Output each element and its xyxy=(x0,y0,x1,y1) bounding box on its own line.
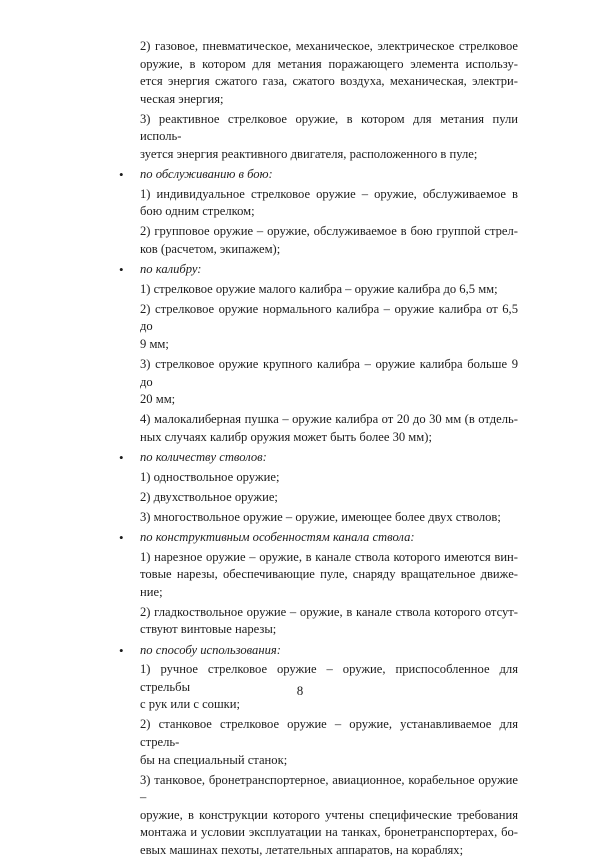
list-item-line: 20 мм; xyxy=(140,392,176,407)
list-item xyxy=(118,186,518,221)
list-item-line: зуется энергия реактивного двигателя, расположенного в пуле; xyxy=(140,147,478,162)
list-item-line: ется энергия сжатого газа, сжатого воздуха, механическая, электри- xyxy=(140,74,518,89)
list-item-line: монтажа и условии эксплуатации на танках, бронетранспортерах, бо- xyxy=(140,825,518,840)
list-item xyxy=(118,356,518,409)
section-heading-text: по калибру: xyxy=(140,262,202,277)
list-item xyxy=(118,223,518,258)
list-item-line: 3) многоствольное оружие – оружие, имеющее более двух стволов; xyxy=(140,509,501,524)
section-heading-text: по количеству стволов: xyxy=(140,450,267,465)
list-item-line: 3) танковое, бронетранспортерное, авиационное, корабельное оружие – xyxy=(140,772,518,805)
list-item-line: 3) реактивное стрелковое оружие, в котором для метания пули исполь- xyxy=(140,111,518,144)
section-heading-text: по обслуживанию в бою: xyxy=(140,167,273,182)
list-item xyxy=(118,772,518,860)
bullet-icon: • xyxy=(119,167,124,183)
section-heading-text: по конструктивным особенностям канала ствола: xyxy=(140,529,415,544)
list-item-line: ние; xyxy=(140,584,163,599)
page-number: 8 xyxy=(296,683,304,698)
section-heading-text: по способу использования: xyxy=(140,642,281,657)
list-item-line: ческая энергия; xyxy=(140,91,224,106)
list-item xyxy=(118,301,518,354)
list-item xyxy=(118,509,518,527)
list-item-line: бы на специальный станок; xyxy=(140,752,288,767)
list-item-line: 1) ручное стрелковое оружие – оружие, приспособленное для стрельбы xyxy=(140,662,518,694)
section-heading xyxy=(118,642,518,660)
bullet-icon: • xyxy=(119,262,124,278)
list-item xyxy=(118,489,518,507)
list-item xyxy=(118,111,518,164)
list-item xyxy=(118,716,518,769)
list-item-line: ствуют винтовые нарезы; xyxy=(140,622,277,637)
bullet-icon: • xyxy=(119,450,124,466)
section-heading xyxy=(118,529,518,547)
list-item-line: 4) малокалиберная пушка – оружие калибра от 20 до 30 мм (в отдель- xyxy=(140,412,518,427)
list-item xyxy=(118,549,518,602)
list-item-line: 2) стрелковое оружие нормального калибра – оружие калибра от 6,5 до xyxy=(140,301,518,334)
list-item-line: оружие, в котором для метания поражающего элемента использу- xyxy=(140,56,518,71)
list-item-line: 9 мм; xyxy=(140,337,169,351)
list-item-line: ков (расчетом, экипажем); xyxy=(140,242,281,257)
list-item xyxy=(118,281,518,299)
list-item-line: 1) нарезное оружие – оружие, в канале ствола которого имеются вин- xyxy=(140,549,518,564)
list-item-line: 2) групповое оружие – оружие, обслуживаемое в бою группой стрел- xyxy=(140,224,518,239)
bullet-icon: • xyxy=(119,529,124,545)
list-item-line: 2) гладкоствольное оружие – оружие, в канале ствола которого отсут- xyxy=(140,604,518,619)
section-heading xyxy=(118,166,518,184)
list-item-line: оружие, в конструкции которого учтены специфические требования xyxy=(140,807,518,822)
section-heading xyxy=(118,261,518,279)
list-item xyxy=(118,604,518,639)
list-item-line: 1) стрелковое оружие малого калибра – оружие калибра до 6,5 мм; xyxy=(140,281,498,296)
list-item-line: 2) двухствольное оружие; xyxy=(140,489,278,504)
list-item-line: евых машинах пехоты, летательных аппаратов, на кораблях; xyxy=(140,843,464,858)
list-item-line: 1) индивидуальное стрелковое оружие – оружие, обслуживаемое в xyxy=(140,186,518,201)
list-item xyxy=(118,38,518,108)
list-item-line: 2) станковое стрелковое оружие – оружие, устанавливаемое для стрель- xyxy=(140,717,518,749)
list-item-line: бою одним стрелком; xyxy=(140,204,255,219)
list-item xyxy=(118,469,518,487)
list-item-line: 3) стрелковое оружие крупного калибра – оружие калибра больше 9 до xyxy=(140,357,518,389)
bullet-icon: • xyxy=(119,642,124,658)
section-heading xyxy=(118,449,518,467)
list-item-line: с рук или с сошки; xyxy=(140,697,241,712)
page-body xyxy=(118,38,518,862)
list-item-line: товые нарезы, обеспечивающие пуле, снаряду вращательное движе- xyxy=(140,567,518,582)
list-item-line: ных случаях калибр оружия может быть более 30 мм); xyxy=(140,429,432,444)
list-item-line: 1) одноствольное оружие; xyxy=(140,469,280,484)
list-item xyxy=(118,411,518,446)
list-item-line: 2) газовое, пневматическое, механическое, электрическое стрелковое xyxy=(140,39,518,53)
